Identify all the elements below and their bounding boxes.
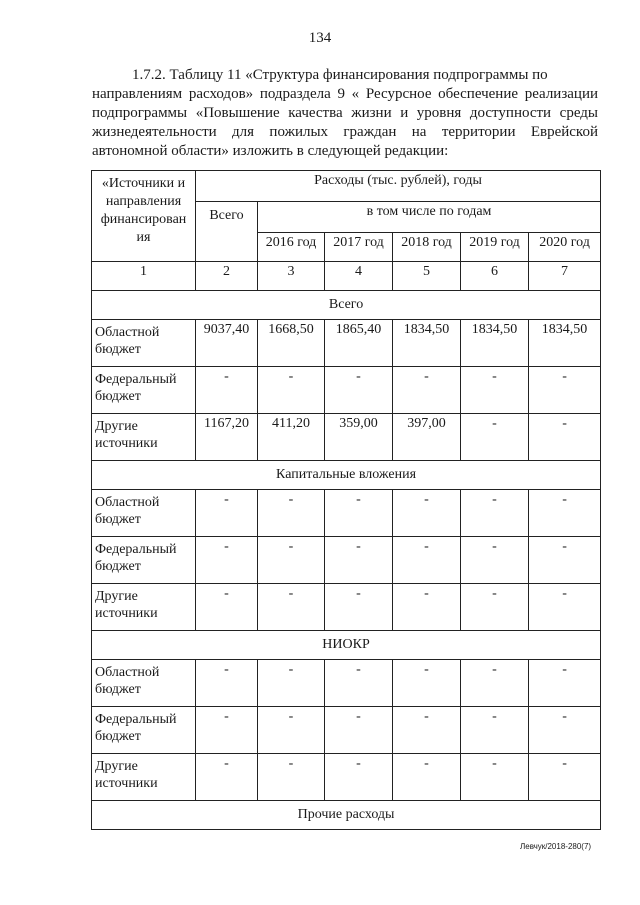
column-number: 4: [325, 262, 393, 291]
value-cell: 1834,50: [393, 320, 461, 367]
header-total: Всего: [196, 202, 258, 262]
value-cell: -: [196, 707, 258, 754]
financing-table: [91, 170, 601, 830]
value-cell: -: [461, 660, 529, 707]
row-label: Областной бюджет: [92, 320, 196, 367]
value-cell: -: [196, 537, 258, 584]
value-cell: -: [393, 367, 461, 414]
value-cell: 1834,50: [461, 320, 529, 367]
row-label: Областной бюджет: [92, 490, 196, 537]
value-cell: -: [325, 367, 393, 414]
value-cell: -: [529, 490, 601, 537]
header-expenses: Расходы (тыс. рублей), годы: [196, 171, 601, 202]
value-cell: -: [258, 660, 325, 707]
value-cell: 411,20: [258, 414, 325, 461]
value-cell: -: [258, 707, 325, 754]
value-cell: -: [325, 490, 393, 537]
column-number: 1: [92, 262, 196, 291]
header-year: 2017 год: [325, 233, 393, 262]
row-label: Федеральный бюджет: [92, 537, 196, 584]
value-cell: -: [258, 754, 325, 801]
row-label: Другие источники: [92, 584, 196, 631]
value-cell: -: [196, 754, 258, 801]
table-row: [92, 537, 601, 584]
intro-line-1: 1.7.2. Таблицу 11 «Структура финансирования подпрограммы по: [132, 67, 548, 83]
value-cell: -: [529, 367, 601, 414]
value-cell: -: [461, 707, 529, 754]
value-cell: -: [393, 584, 461, 631]
section-title: Прочие расходы: [92, 801, 601, 830]
value-cell: 359,00: [325, 414, 393, 461]
row-label: Федеральный бюджет: [92, 707, 196, 754]
row-label: Областной бюджет: [92, 660, 196, 707]
value-cell: -: [258, 537, 325, 584]
column-number: 5: [393, 262, 461, 291]
value-cell: 9037,40: [196, 320, 258, 367]
section-title: Всего: [92, 291, 601, 320]
value-cell: 1834,50: [529, 320, 601, 367]
value-cell: -: [461, 584, 529, 631]
value-cell: -: [529, 707, 601, 754]
header-year: 2020 год: [529, 233, 601, 262]
value-cell: -: [461, 490, 529, 537]
value-cell: -: [461, 537, 529, 584]
table-row: [92, 584, 601, 631]
value-cell: -: [461, 414, 529, 461]
value-cell: -: [325, 707, 393, 754]
value-cell: -: [258, 490, 325, 537]
value-cell: -: [529, 414, 601, 461]
value-cell: -: [393, 754, 461, 801]
table-row: [92, 490, 601, 537]
value-cell: -: [393, 490, 461, 537]
value-cell: -: [196, 584, 258, 631]
value-cell: 1167,20: [196, 414, 258, 461]
value-cell: -: [393, 537, 461, 584]
value-cell: -: [529, 660, 601, 707]
table-row: [92, 320, 601, 367]
value-cell: 397,00: [393, 414, 461, 461]
column-number: 6: [461, 262, 529, 291]
table-row: [92, 414, 601, 461]
table-row: [92, 660, 601, 707]
header-year: 2018 год: [393, 233, 461, 262]
value-cell: -: [393, 707, 461, 754]
value-cell: -: [258, 367, 325, 414]
value-cell: -: [393, 660, 461, 707]
column-number: 3: [258, 262, 325, 291]
header-sources: «Источники и направления финансирован ия: [92, 171, 196, 262]
value-cell: -: [529, 754, 601, 801]
header-by-years: в том числе по годам: [258, 202, 601, 233]
value-cell: -: [325, 660, 393, 707]
value-cell: -: [196, 367, 258, 414]
intro-line-rest: направлениям расходов» подраздела 9 « Ресурсное обеспечение реализации подпрограммы «Повышение качества жизни и уровня доступности среды жизнедеятельности для пожилых граждан на территории Еврейской автономной области» изложить в следующей редакции:: [92, 86, 598, 159]
value-cell: -: [461, 367, 529, 414]
row-label: Другие источники: [92, 414, 196, 461]
footer-reference: Левчук/2018-280(7): [520, 842, 592, 851]
table-row: [92, 707, 601, 754]
value-cell: -: [325, 537, 393, 584]
section-title: Капитальные вложения: [92, 461, 601, 490]
intro-paragraph: [92, 66, 598, 161]
section-title: НИОКР: [92, 631, 601, 660]
value-cell: 1865,40: [325, 320, 393, 367]
column-number: 7: [529, 262, 601, 291]
value-cell: -: [325, 754, 393, 801]
table-row: [92, 367, 601, 414]
value-cell: -: [196, 660, 258, 707]
value-cell: -: [325, 584, 393, 631]
value-cell: -: [196, 490, 258, 537]
column-number: 2: [196, 262, 258, 291]
page-number: 134: [308, 30, 332, 46]
value-cell: 1668,50: [258, 320, 325, 367]
row-label: Другие источники: [92, 754, 196, 801]
value-cell: -: [529, 584, 601, 631]
header-year: 2019 год: [461, 233, 529, 262]
value-cell: -: [461, 754, 529, 801]
value-cell: -: [529, 537, 601, 584]
row-label: Федеральный бюджет: [92, 367, 196, 414]
header-year: 2016 год: [258, 233, 325, 262]
value-cell: -: [258, 584, 325, 631]
table-row: [92, 754, 601, 801]
